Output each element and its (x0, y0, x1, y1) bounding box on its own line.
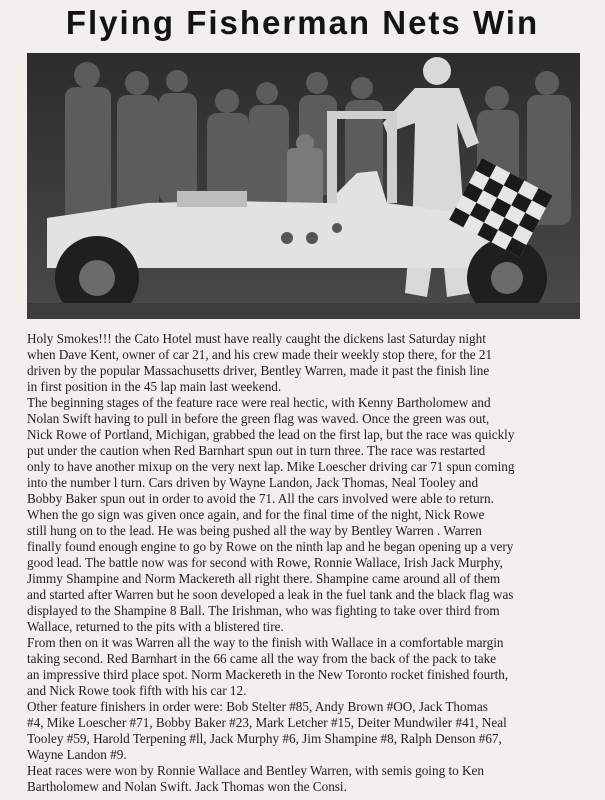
paragraph-2: The beginning stages of the feature race were real hectic, with Kenny Bartholomew and Nolan Swift having to pull in before the green flag was waved. Once the green was out, Nick Rowe of Portland, Michigan, grabbed the lead on the first lap, but the race was quickly put under the caution when Red Barnhart spun out in turn three. The race was restarted only to have another mixup on the very next lap. Mike Loescher driving car 71 spun coming into the number l turn. Cars driven by Wayne Landon, Jack Thomas, Neal Tooley and Bobby Baker spun out in order to avoid the 71. All the cars involved were able to return. (27, 395, 515, 506)
paragraph-6: Heat races were won by Ronnie Wallace and Bentley Warren, with semis going to Ken Bartholomew and Nolan Swift. Jack Thomas won the Consi. (27, 763, 484, 794)
paragraph-4: From then on it was Warren all the way to the finish with Wallace in a comfortable margin taking second. Red Barnhart in the 66 came all the way from the back of the pack to take an impressive third place spot. Norm Mackereth in the New Toronto rocket finished fourth, and Nick Rowe took fifth with his car 12. (27, 635, 509, 698)
paragraph-5: Other feature finishers in order were: Bob Stelter #85, Andy Brown #OO, Jack Thomas #4, Mike Loescher #71, Bobby Baker #23, Mark Letcher #15, Deiter Mundwiler #41, Neal Tooley #59, Harold Terpening #ll, Jack Murphy #6, Jim Shampine #8, Ralph Denson #67, Wayne Landon #9. (27, 699, 507, 762)
race-photo (27, 53, 580, 319)
paragraph-1: Holy Smokes!!! the Cato Hotel must have really caught the dickens last Saturday night when Dave Kent, owner of car 21, and his crew made their weekly stop there, for the 21 driven by the popular Massachusetts driver, Bentley Warren, made it past the finish line in first position in the 45 lap main last weekend. (27, 331, 493, 394)
article-body (27, 331, 587, 795)
race-photo-image (27, 53, 580, 319)
headline: Flying Fisherman Nets Win (65, 4, 540, 41)
paragraph-3: When the go sign was given once again, and for the final time of the night, Nick Rowe still hung on to the lead. He was being pushed all the way by Bentley Warren . Warren finally found enough engine to go by Rowe on the ninth lap and he began opening up a very good lead. The battle now was for second with Rowe, Ronnie Wallace, Irish Jack Murphy, Jimmy Shampine and Norm Mackereth all right there. Shampine came around all of them and started after Warren but he soon developed a leak in the fuel tank and the black flag was displayed to the Shampine 8 Ball. The Irishman, who was fighting to take over third from Wallace, returned to the pits with a blistered tire. (27, 507, 514, 634)
